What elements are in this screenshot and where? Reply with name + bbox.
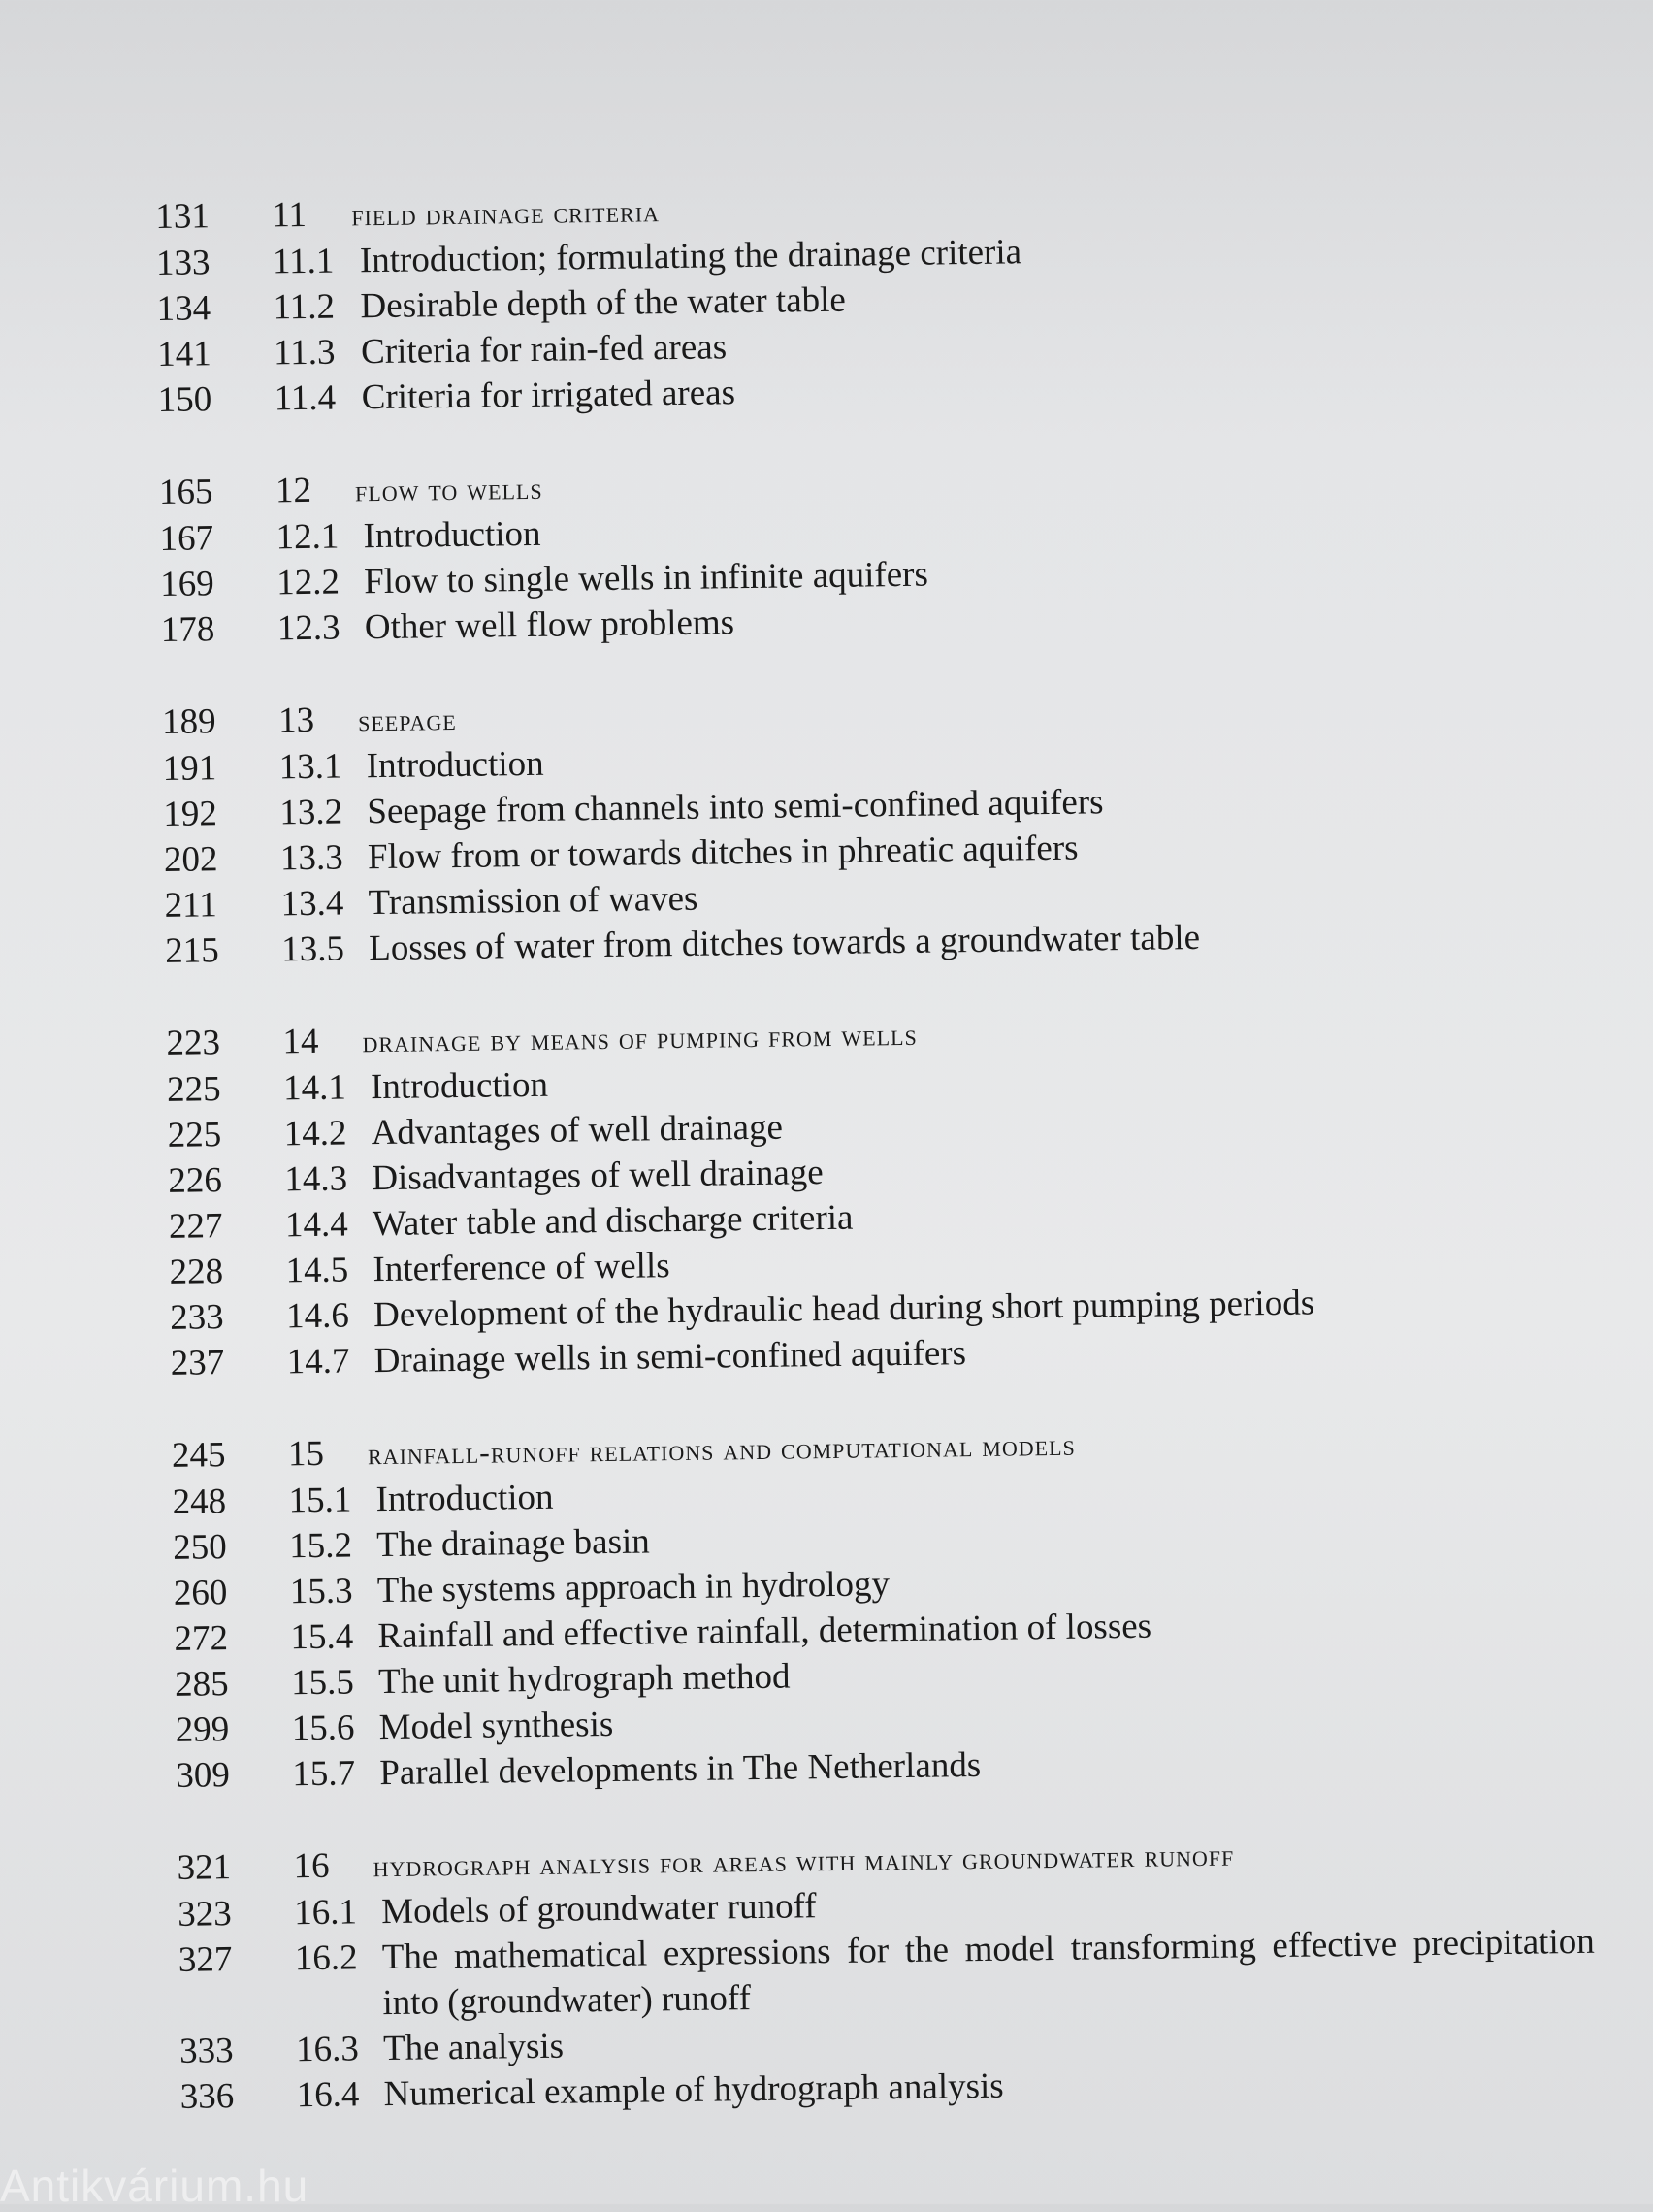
chapter-13 xyxy=(162,681,1582,974)
section-number: 15.5 xyxy=(290,1662,355,1704)
page-number: 226 xyxy=(168,1160,223,1201)
page-number: 202 xyxy=(163,839,218,880)
page-number: 333 xyxy=(178,2031,234,2071)
page-number: 131 xyxy=(155,196,211,237)
page-number: 150 xyxy=(157,379,212,420)
section-title: Other well flow problems xyxy=(364,602,735,648)
page-number: 321 xyxy=(177,1847,232,1888)
section-title: Development of the hydraulic head during short pumping periods xyxy=(373,1283,1315,1336)
chapter-15 xyxy=(172,1415,1593,1799)
section-title: Models of groundwater runoff xyxy=(380,1886,817,1933)
section-number: 14.6 xyxy=(285,1295,350,1337)
section-number: 14.5 xyxy=(285,1250,349,1291)
section-title: Introduction xyxy=(366,743,544,787)
page-number: 178 xyxy=(160,609,215,650)
chapter-number: 13 xyxy=(277,699,315,741)
page-number: 250 xyxy=(172,1527,228,1568)
section-number: 14.7 xyxy=(286,1341,350,1382)
watermark: Antikvárium.hu xyxy=(0,2161,309,2211)
section-title: Drainage wells in semi-confined aquifers xyxy=(373,1333,967,1382)
section-number: 13.1 xyxy=(278,746,342,788)
page-number: 189 xyxy=(161,701,216,742)
chapter-number: 12 xyxy=(275,470,312,511)
page-number: 245 xyxy=(171,1435,226,1476)
section-title: Desirable depth of the water table xyxy=(360,279,847,327)
page-number: 133 xyxy=(155,243,211,283)
section-number: 15.4 xyxy=(290,1616,354,1658)
section-title: Flow from or towards ditches in phreatic aquifers xyxy=(367,828,1079,878)
section-title: The unit hydrograph method xyxy=(377,1656,791,1703)
section-number: 15.3 xyxy=(289,1571,353,1612)
section-number: 11.2 xyxy=(273,286,336,328)
section-number: 15.6 xyxy=(291,1708,355,1749)
section-title: The drainage basin xyxy=(375,1521,650,1566)
section-number: 14.4 xyxy=(284,1204,348,1246)
chapter-title: flow to wells xyxy=(354,470,543,508)
section-number: 16.1 xyxy=(293,1892,358,1934)
section-title: Criteria for rain-fed areas xyxy=(360,327,728,373)
section-number: 15.1 xyxy=(288,1480,352,1521)
chapter-title: drainage by means of pumping from wells xyxy=(362,1016,918,1059)
section-title: Flow to single wells in infinite aquifers xyxy=(363,554,929,602)
chapter-title: seepage xyxy=(357,700,457,738)
section-number: 14.3 xyxy=(284,1158,348,1200)
page-number: 237 xyxy=(170,1343,225,1383)
page-number: 227 xyxy=(168,1206,223,1247)
page-number: 248 xyxy=(172,1481,227,1522)
page-number: 285 xyxy=(174,1664,229,1705)
section-title: Parallel developments in The Netherlands xyxy=(379,1744,982,1794)
section-title: The systems approach in hydrology xyxy=(376,1564,891,1611)
page-number: 192 xyxy=(163,794,218,834)
page-number: 327 xyxy=(178,1939,233,1980)
section-number: 16.2 xyxy=(294,1937,358,1979)
page-number: 165 xyxy=(158,472,213,512)
section-title: Rainfall and effective rainfall, determination of losses xyxy=(377,1606,1152,1657)
page-number: 299 xyxy=(175,1709,230,1750)
chapter-16 xyxy=(177,1827,1597,2120)
page-number: 228 xyxy=(169,1252,224,1292)
page-number: 233 xyxy=(169,1297,224,1338)
chapter-12 xyxy=(159,451,1577,653)
chapter-number: 11 xyxy=(272,194,308,236)
chapter-11 xyxy=(155,176,1574,423)
section-title: Disadvantages of well drainage xyxy=(372,1153,824,1199)
section-number: 11.3 xyxy=(273,332,336,374)
page-number: 323 xyxy=(177,1894,232,1935)
section-title: Introduction xyxy=(375,1477,554,1520)
section-title: The mathematical expressions for the model transforming effective precipitation into (groundwater) runoff xyxy=(381,1921,1595,2024)
section-number: 13.5 xyxy=(280,928,345,970)
section-number: 13.4 xyxy=(280,883,344,925)
section-number: 16.3 xyxy=(295,2029,360,2070)
page-number: 169 xyxy=(160,564,215,604)
chapter-number: 15 xyxy=(287,1433,325,1475)
section-title: Numerical example of hydrograph analysis xyxy=(383,2066,1004,2115)
section-title: Advantages of well drainage xyxy=(371,1107,784,1154)
section-title: Interference of wells xyxy=(373,1246,670,1290)
section-title: Criteria for irrigated areas xyxy=(361,373,736,418)
page-number: 167 xyxy=(159,518,214,559)
table-of-contents xyxy=(155,176,1597,2166)
page-number: 134 xyxy=(156,288,211,329)
section-number: 13.2 xyxy=(279,792,343,833)
section-number: 11.1 xyxy=(272,241,335,282)
section-title: Introduction xyxy=(363,513,541,557)
page-number: 260 xyxy=(173,1573,228,1613)
section-title: Introduction xyxy=(370,1064,549,1108)
section-title: Model synthesis xyxy=(378,1704,614,1748)
section-title: The analysis xyxy=(382,2026,565,2069)
page-number: 223 xyxy=(166,1023,221,1063)
section-number: 12.3 xyxy=(276,607,340,649)
section-number: 15.2 xyxy=(288,1525,353,1567)
section-title: Losses of water from ditches towards a groundwater table xyxy=(368,917,1201,969)
page-number: 272 xyxy=(174,1618,229,1659)
section-number: 16.4 xyxy=(296,2074,360,2116)
section-number: 13.3 xyxy=(279,837,343,879)
chapter-number: 16 xyxy=(293,1845,330,1887)
page-number: 309 xyxy=(176,1755,231,1796)
section-number: 11.4 xyxy=(274,377,337,419)
section-title: Transmission of waves xyxy=(368,878,698,924)
page-number: 141 xyxy=(156,334,211,374)
section-title: Seepage from channels into semi-confined aquifers xyxy=(367,782,1104,832)
section-number: 14.1 xyxy=(282,1067,347,1109)
section-title: Introduction; formulating the drainage criteria xyxy=(359,232,1022,281)
chapter-title: hydrograph analysis for areas with mainly groundwater runoff xyxy=(373,1837,1235,1884)
page-number: 225 xyxy=(166,1069,221,1110)
section-number: 12.1 xyxy=(276,516,340,558)
page-number: 225 xyxy=(167,1115,222,1155)
page-number: 191 xyxy=(162,748,217,789)
page-number: 211 xyxy=(164,885,218,926)
chapter-title: field drainage criteria xyxy=(351,193,661,233)
page-number: 336 xyxy=(179,2076,235,2117)
chapter-14 xyxy=(166,1002,1587,1386)
chapter-number: 14 xyxy=(282,1021,319,1062)
section-number: 15.7 xyxy=(292,1753,356,1795)
page-number: 215 xyxy=(164,930,219,971)
section-number: 14.2 xyxy=(283,1113,347,1155)
chapter-title: rainfall-runoff relations and computational models xyxy=(367,1426,1076,1472)
section-title: Water table and discharge criteria xyxy=(372,1197,854,1245)
section-number: 12.2 xyxy=(276,562,340,603)
